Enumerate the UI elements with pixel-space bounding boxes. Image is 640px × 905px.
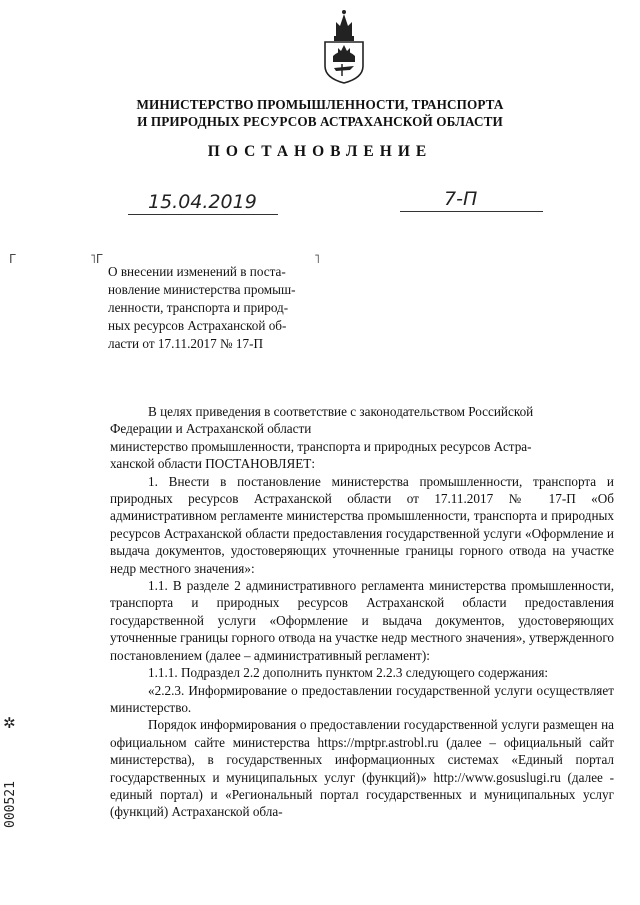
document-type-title: ПОСТАНОВЛЕНИЕ: [207, 143, 433, 160]
astrakhan-coat-of-arms-icon: [322, 8, 366, 84]
paragraph-informing-order: Порядок информирования о предоставлении государственной услуги размещен на официальном сайте министерства https://mptpr.astrobl.ru (далее – официальный сайт министерства), в государственных информационных системах «Единый портал государственных и муниципальных услуг (функций)» http://www.gosuslugi.ru (далее - единый портал) и «Региональный портал государственных и муниципальных услуг (функций) Астраханской обла-: [110, 717, 614, 820]
subject-bracket-right: ˥: [314, 252, 320, 266]
number-underline: [400, 211, 543, 212]
subject-line: ласти от 17.11.2017 № 17-П: [108, 336, 264, 351]
resolving-line: ханской области ПОСТАНОВЛЯЕТ:: [110, 456, 316, 472]
decree-number: 7-П: [444, 188, 478, 210]
ministry-name-line2: И ПРИРОДНЫХ РЕСУРСОВ АСТРАХАНСКОЙ ОБЛАСТИ: [137, 114, 503, 129]
subject-bracket-mid: ˥Г: [90, 252, 104, 266]
subject-line: новление министерства промыш-: [108, 282, 296, 297]
registration-stamp-number: [2, 770, 18, 830]
stamp-number-text: 000521: [3, 781, 18, 828]
preamble-line: В целях приведения в соответствие с законодательством Российской: [148, 404, 534, 419]
paragraph-1: 1. Внести в постановление министерства промышленности, транспорта и природных ресурсов Астраханской области от 17.11.2017 № 17-П «Об административном регламенте министерства промышленности, транспорта и природных ресурсов Астраханской области предоставления государственной услуги «Оформление и выдача документов, удостоверяющих уточненные границы горного отвода на участке недр местного значения»:: [110, 473, 614, 576]
subject-line: ных ресурсов Астраханской об-: [108, 318, 287, 333]
decree-subject: [108, 263, 344, 353]
subject-bracket-left: Г: [9, 252, 17, 266]
ministry-name-line1: МИНИСТЕРСТВО ПРОМЫШЛЕННОСТИ, ТРАНСПОРТА: [136, 97, 504, 112]
margin-star-mark: ✲: [3, 714, 16, 732]
paragraph-1-1-1: 1.1.1. Подраздел 2.2 дополнить пунктом 2.2.3 следующего содержания:: [148, 665, 549, 681]
date-underline: [128, 214, 278, 215]
resolving-line: министерство промышленности, транспорта и природных ресурсов Астра-: [110, 438, 532, 454]
decree-body: [110, 403, 614, 821]
coat-of-arms-emblem: [322, 8, 366, 84]
paragraph-2-2-3: «2.2.3. Информирование о предоставлении государственной услуги осуществляет министерство.: [110, 682, 614, 715]
paragraph-1-1: 1.1. В разделе 2 административного регламента министерства промышленности, транспорта и природных ресурсов Астраханской области предоставления государственной услуги «Оформление и выдача документов, удостоверяющих уточненные границы горного отвода на участке недр местного значения», утвержденного постановлением (далее – административный регламент):: [110, 578, 614, 663]
subject-line: ленности, транспорта и природ-: [108, 300, 289, 315]
decree-date: 15.04.2019: [148, 191, 257, 213]
subject-line: О внесении изменений в поста-: [108, 264, 286, 279]
preamble-line: Федерации и Астраханской области: [110, 421, 312, 437]
